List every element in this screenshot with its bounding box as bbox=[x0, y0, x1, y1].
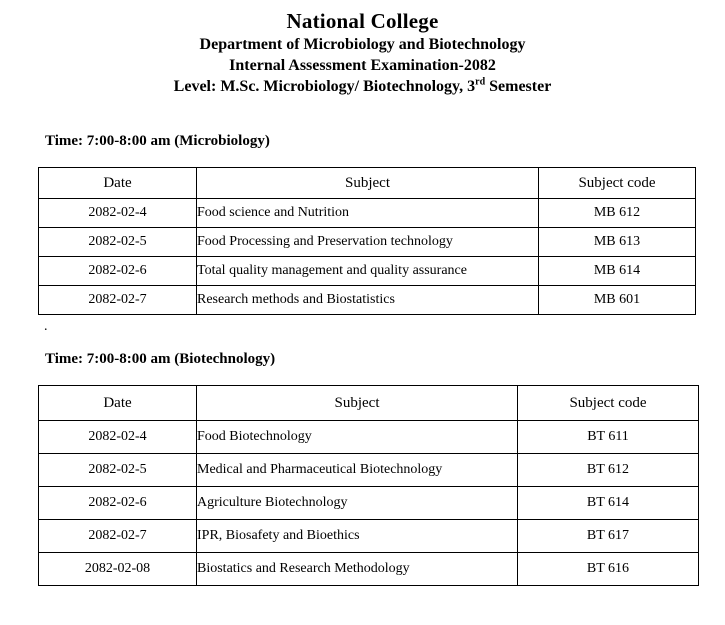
cell-subject-code: BT 616 bbox=[518, 553, 699, 586]
cell-subject: IPR, Biosafety and Bioethics bbox=[197, 520, 518, 553]
cell-subject: Food science and Nutrition bbox=[197, 199, 539, 228]
cell-subject: Food Processing and Preservation technology bbox=[197, 228, 539, 257]
table-row bbox=[39, 199, 696, 228]
cell-date: 2082-02-7 bbox=[39, 520, 197, 553]
column-header-date: Date bbox=[39, 386, 197, 421]
time-label-microbiology: Time: 7:00-8:00 am (Microbiology) bbox=[45, 133, 270, 149]
document-header bbox=[0, 0, 725, 97]
cell-subject: Research methods and Biostatistics bbox=[197, 286, 539, 315]
level-title bbox=[0, 76, 725, 97]
cell-subject-code: BT 614 bbox=[518, 487, 699, 520]
table-row bbox=[39, 520, 699, 553]
cell-subject: Biostatics and Research Methodology bbox=[197, 553, 518, 586]
column-header-date: Date bbox=[39, 168, 197, 199]
cell-subject-code: BT 611 bbox=[518, 421, 699, 454]
exam-schedule-table-microbiology bbox=[38, 167, 696, 315]
column-header-subject: Subject bbox=[197, 168, 539, 199]
table-header-row bbox=[39, 386, 699, 421]
cell-subject-code: MB 601 bbox=[539, 286, 696, 315]
table-row bbox=[39, 553, 699, 586]
time-label-biotechnology: Time: 7:00-8:00 am (Biotechnology) bbox=[45, 351, 276, 367]
table-row bbox=[39, 228, 696, 257]
cell-subject: Medical and Pharmaceutical Biotechnology bbox=[197, 454, 518, 487]
table-header-row bbox=[39, 168, 696, 199]
cell-date: 2082-02-7 bbox=[39, 286, 197, 315]
cell-subject: Agriculture Biotechnology bbox=[197, 487, 518, 520]
cell-subject-code: MB 614 bbox=[539, 257, 696, 286]
column-header-subject-code: Subject code bbox=[518, 386, 699, 421]
cell-subject-code: MB 612 bbox=[539, 199, 696, 228]
column-header-subject-code: Subject code bbox=[539, 168, 696, 199]
exam-title: Internal Assessment Examination-2082 bbox=[229, 57, 496, 74]
cell-subject: Total quality management and quality assurance bbox=[197, 257, 539, 286]
cell-subject-code: BT 617 bbox=[518, 520, 699, 553]
level-text-suffix: Semester bbox=[485, 78, 552, 95]
cell-subject: Food Biotechnology bbox=[197, 421, 518, 454]
cell-date: 2082-02-5 bbox=[39, 228, 197, 257]
cell-subject-code: MB 613 bbox=[539, 228, 696, 257]
cell-date: 2082-02-5 bbox=[39, 454, 197, 487]
institution-title: National College bbox=[286, 9, 439, 33]
cell-date: 2082-02-08 bbox=[39, 553, 197, 586]
cell-subject-code: BT 612 bbox=[518, 454, 699, 487]
level-text-prefix: Level: M.Sc. Microbiology/ Biotechnology, 3 bbox=[173, 78, 476, 95]
table-row bbox=[39, 421, 699, 454]
table-row bbox=[39, 487, 699, 520]
cell-date: 2082-02-6 bbox=[39, 487, 197, 520]
stray-period-mark: . bbox=[44, 319, 48, 334]
table-row bbox=[39, 286, 696, 315]
exam-schedule-table-biotechnology bbox=[38, 385, 699, 586]
cell-date: 2082-02-4 bbox=[39, 421, 197, 454]
department-title: Department of Microbiology and Biotechnology bbox=[199, 36, 526, 53]
cell-date: 2082-02-4 bbox=[39, 199, 197, 228]
cell-date: 2082-02-6 bbox=[39, 257, 197, 286]
table-row bbox=[39, 257, 696, 286]
level-ordinal-suffix: rd bbox=[475, 76, 486, 88]
column-header-subject: Subject bbox=[197, 386, 518, 421]
table-row bbox=[39, 454, 699, 487]
